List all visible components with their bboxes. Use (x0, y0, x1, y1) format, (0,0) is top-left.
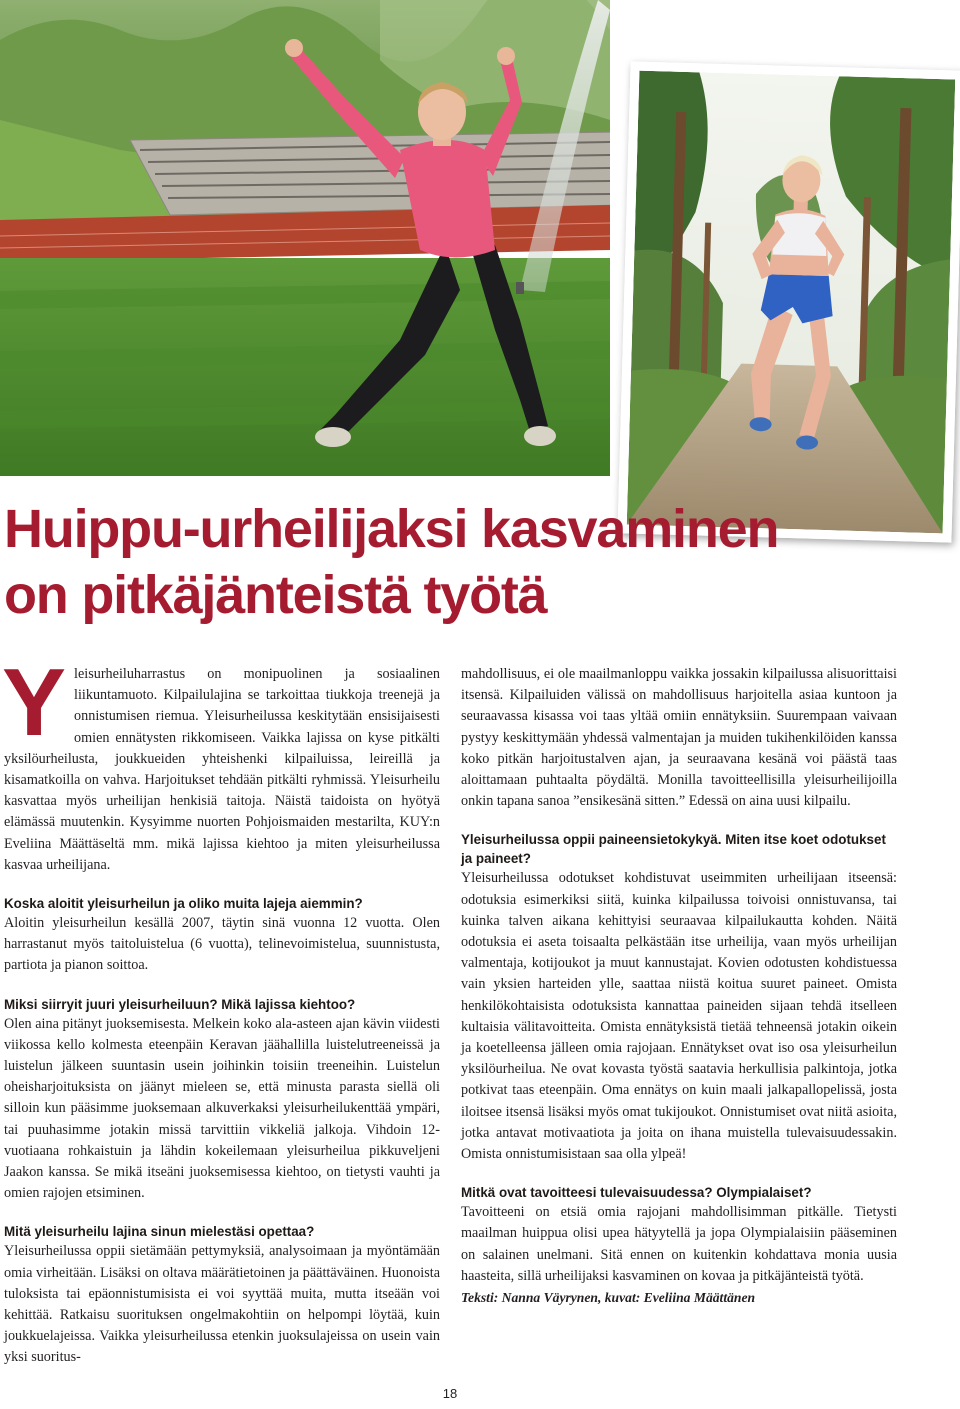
drop-cap: Y (2, 649, 67, 756)
intro-text: leisurheiluharrastus on monipuolinen ja sosiaalinen liikuntamuoto. Kilpailulajina se tarkoittaa tiukkoja treenejä ja onnistumisen riemua. Yleisurheilussa keskitytään ensisijaisesti omien ennätysten rikkomiseen. Vaikka lajissa on kyse pitkälti yksilöurheilusta, joukkueiden yhteishenki kilpailuissa, leireillä ja kisamatkoilla on vahva. Harjoitukset tehdään pitkälti ryhmissä. Yleisurheilu kasvattaa myös urheilijan henkisiä taitoja. Näistä taidoista on hyötyä elämässä muutenkin. Kysyimme nuorten Pohjoismaiden mestarilta, KUY:n Eveliina Määttäseltä mm. mikä lajissa kiehtoo ja miten yleisurheilussa kasvaa urheilijana. (4, 666, 440, 873)
headline-line-1: Huippu-urheilijaksi kasvaminen (4, 499, 779, 559)
article-column-left (2, 649, 440, 1369)
answer-paragraph-2: Olen aina pitänyt juoksemisesta. Melkein koko ala-asteen ajan kävin viidesti viikossa kello kolmesta eteenpäin Keravan jäähallilla luistelutreeneissä ja luistelun jälkeen suuntasin usein joihinkin toisiin treeneihin. Luistelun oheisharjoituksista on jäänyt mieleen se, että minusta parasta siellä oli silloin kun pääsimme juoksemaan alkuverkaksi yleisurheilukenttää ympäri, tai puuhasimme jotakin missä tarvittiin vikkeliä jalkoja. Vihdoin 12-vuotiaana rohkaistuin ja lähdin kokeilemaan yleisurheilua pikkuveljeni Jaakon kanssa. Se mikä itseäni juoksemisessa kiehtoo, on tietysti vauhti ja omien rajojen etsiminen. (4, 1015, 440, 1202)
question-heading-5: Mitkä ovat tavoitteesi tulevaisuudessa? Olympialaiset? (461, 1185, 812, 1201)
headline-line-2: on pitkäjänteistä työtä (4, 565, 547, 625)
answer-paragraph-3-part-2: mahdollisuus, ei ole maailmanloppu vaikka jossakin kilpailussa alisuorittaisi itsensä. Kilpailuiden välissä on mahdollisuus harjoitella asiaa kuntoon ja seuraavassa kisassa voi taas yltää omiin ennätyksiin. Suurempaan vaivaan pystyy keskittymään yhdessä valmentajan ja muiden tukihenkilöiden kanssa koko pitkän harjoitustalven ajan, ja seuraavana kesänä voi päästä taas aloittamaan puhtaalta pöydältä. Monilla tavoitteellisilla yleisurheilijoilla onkin tapana sanoa ”ensikesänä sitten.” Edessä on aina uusi kilpailu. (461, 666, 897, 810)
answer-paragraph-4: Yleisurheilussa odotukset kohdistuvat useimmiten urheilijaan itseensä: odotuksia esimerkiksi siitä, kuinka kilpailussa toivoisi onnistuvansa, tai kuinka talven aikana kehittyisi seuraavaa kilpailukautta kohden. Näitä odotuksia ei aseta toisaalta pelkästään itse urheilija, vaan myös urheilijan valmentaja, kotijoukot ja muut kannustajat. Kovien odotusten kohdistuessa vain yksien harteiden ylle, saattaa niistä koitua suuret paineet. Omista henkilökohtaisista odotuksista kannattaa paineiden sijaan tehdä itselleen kultaisia välitavoitteita. Omista ennätyksistä tietää tehneensä jotakin oikein ja koetelleensa jälleen omia rajojaan. Ennätykset ovat iso osa yleisurheilun yksilöurheilua. Ne ovat kovasta työstä saatavia herkullisia palkintoja, jotka potkivat taas eteenpäin. Oma ennätys on kuin maali jalkapallopelissä, josta iloitsee itsensä lisäksi myös omat tukijoukot. Onnistumiset ovat niitä asioita, jotka antavat motivaatiota ja joita on ihana muistella tulevaisuudessakin. Omista onnistumisistaan saa olla ylpeä! (461, 870, 897, 1163)
author-credit (461, 1287, 897, 1308)
page-number: 18 (442, 1386, 458, 1401)
answer-paragraph-3-part-1: Yleisurheilussa oppii sietämään pettymyksiä, analysoimaan ja myöntämään omia virheitään. Lisäksi on oltava määrätietoinen ja päättäväinen. Huonoista tuloksista tai epäonnistumisista ei voi syyttää muita, mutta itseään voi kehittää. Ratkaisu suorituksen ongelmakohtiin on helpompi löytää, kuin joukkuelajeissa. Vaikka yleisurheilussa etenkin juoksulajeissa on usein vain yksi suoritus- (4, 1243, 440, 1366)
question-heading-4: Yleisurheilussa oppii paineensietokykyä. Miten itse koet odotukset ja paineet? (461, 832, 886, 867)
athlete-jumping-photo (0, 0, 610, 476)
question-heading-2: Miksi siirryit juuri yleisurheiluun? Mikä lajissa kiehtoo? (4, 996, 356, 1012)
article-column-right (461, 664, 897, 1308)
answer-paragraph-5: Tavoitteeni on etsiä omia rajojani mahdollisimman pitkälle. Tietysti maailman huippua olisi upea hätyytellä ja jopa Olympialaisiin pääseminen on salainen unelmani. Sitä ennen on kuitenkin kohdattava monia uusia haasteita, sillä urheilijaksi kasvaminen on kovaa ja pitkäjänteistä työtä. (461, 1204, 897, 1284)
intro-paragraph (2, 649, 440, 876)
article-headline (4, 496, 934, 628)
runner-forest-photo (617, 61, 960, 542)
author-credit-text: Teksti: Nanna Väyrynen, kuvat: Eveliina Määttänen (461, 1290, 756, 1306)
question-heading-1: Koska aloitit yleisurheilun ja oliko muita lajeja aiemmin? (4, 896, 363, 912)
answer-paragraph-1: Aloitin yleisurheilun kesällä 2007, täytin sinä vuonna 12 vuotta. Olen harrastanut myös taitoluistelua (6 vuotta), telinevoimistelua, suunnistusta, partiota ja pianon soittoa. (4, 915, 440, 974)
question-heading-3: Mitä yleisurheilu lajina sinun mielestäsi opettaa? (4, 1224, 315, 1240)
